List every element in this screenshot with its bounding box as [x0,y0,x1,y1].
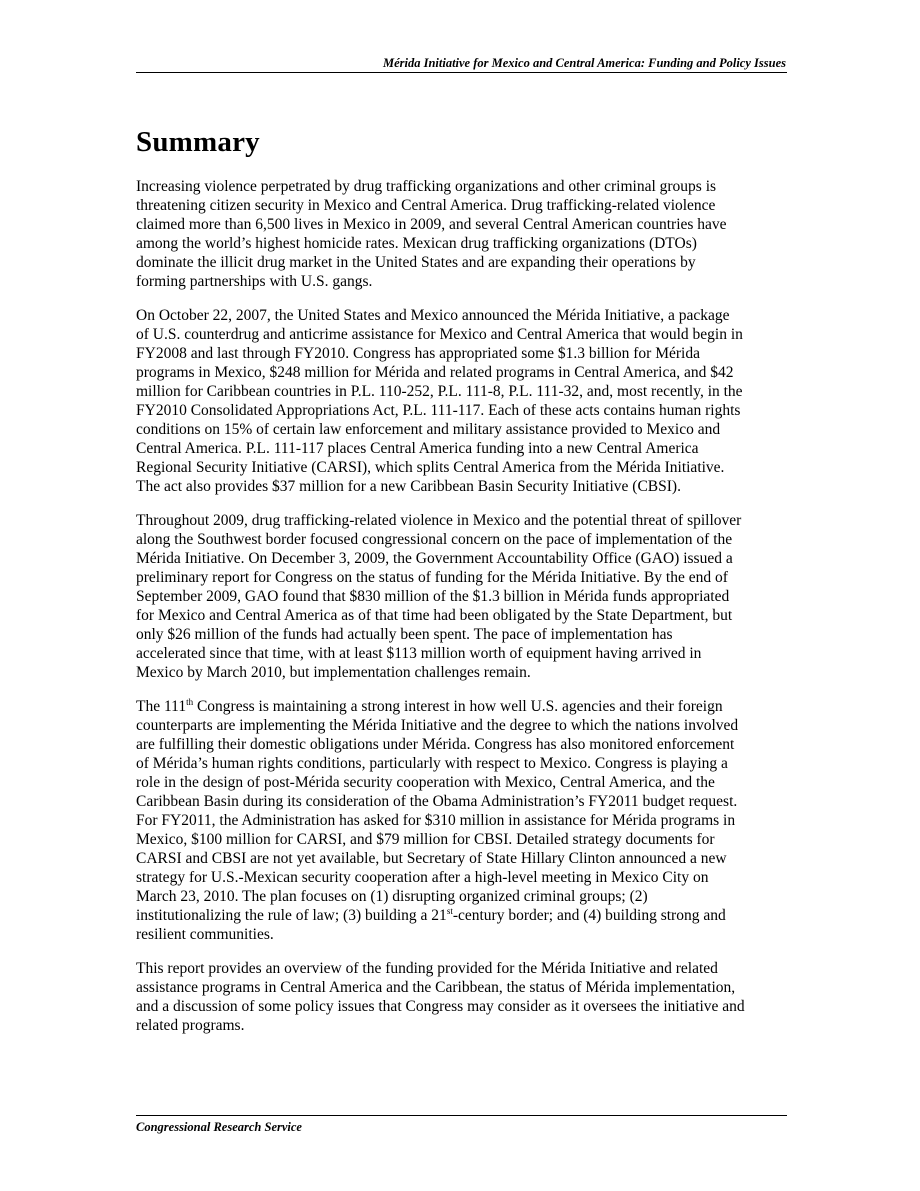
paragraph-2 [136,306,796,496]
text-line: programs in Mexico, $248 million for Mérida and related programs in Central America, and $42 [136,364,734,381]
text-line: The act also provides $37 million for a new Caribbean Basin Security Initiative (CBSI). [136,478,681,495]
text-line: Mexico, $100 million for CARSI, and $79 million for CBSI. Detailed strategy documents for [136,831,715,848]
paragraph-3 [136,511,796,682]
section-title: Summary [136,126,260,158]
text-fragment: Congress is maintaining a strong interest in how well U.S. agencies and their foreign [193,698,723,715]
paragraph-5 [136,959,796,1035]
text-line: accelerated since that time, with at least $113 million worth of equipment having arrived in [136,645,702,662]
text-line: Central America. P.L. 111-117 places Central America funding into a new Central America [136,440,699,457]
text-line: threatening citizen security in Mexico and Central America. Drug trafficking-related violence [136,197,716,214]
footer-rule [136,1115,787,1116]
text-fragment: institutionalizing the rule of law; (3) building a 21 [136,907,447,924]
text-line: dominate the illicit drug market in the United States and are expanding their operations by [136,254,696,271]
text-line: forming partnerships with U.S. gangs. [136,273,373,290]
text-line: Mérida Initiative. On December 3, 2009, the Government Accountability Office (GAO) issued a [136,550,733,567]
text-line: and a discussion of some policy issues that Congress may consider as it oversees the initiative and [136,998,745,1015]
text-line: September 2009, GAO found that $830 million of the $1.3 billion in Mérida funds appropriated [136,588,730,605]
text-fragment: -century border; and (4) building strong and [452,907,726,924]
paragraph-4 [136,697,796,944]
text-line: are fulfilling their domestic obligations under Mérida. Congress has also monitored enforcement [136,736,735,753]
text-line: Increasing violence perpetrated by drug trafficking organizations and other criminal groups is [136,178,717,195]
text-line: only $26 million of the funds had actually been spent. The pace of implementation has [136,626,673,643]
paragraph-1 [136,177,796,291]
text-fragment: The 111 [136,698,187,715]
ordinal-superscript: st [446,906,453,916]
footer-publisher: Congressional Research Service [136,1120,302,1134]
ordinal-superscript: th [186,697,194,707]
text-line: related programs. [136,1017,245,1034]
text-line [136,697,796,716]
text-line: For FY2011, the Administration has asked for $310 million in assistance for Mérida programs in [136,812,736,829]
text-line: claimed more than 6,500 lives in Mexico in 2009, and several Central American countries have [136,216,727,233]
text-line: FY2008 and last through FY2010. Congress has appropriated some $1.3 billion for Mérida [136,345,700,362]
text-line: of U.S. counterdrug and anticrime assistance for Mexico and Central America that would begin in [136,326,743,343]
running-header: Mérida Initiative for Mexico and Central America: Funding and Policy Issues [382,56,786,70]
header-rule [136,72,787,73]
text-line: among the world’s highest homicide rates. Mexican drug trafficking organizations (DTOs) [136,235,697,252]
text-line: strategy for U.S.-Mexican security cooperation after a high-level meeting in Mexico City on [136,869,709,886]
text-line: Throughout 2009, drug trafficking-related violence in Mexico and the potential threat of spillover [136,512,742,529]
text-line: This report provides an overview of the funding provided for the Mérida Initiative and related [136,960,718,977]
text-line: On October 22, 2007, the United States and Mexico announced the Mérida Initiative, a package [136,307,730,324]
text-line: of Mérida’s human rights conditions, particularly with respect to Mexico. Congress is playing a [136,755,728,772]
text-line: Regional Security Initiative (CARSI), which splits Central America from the Mérida Initiative. [136,459,725,476]
text-line: Caribbean Basin during its consideration of the Obama Administration’s FY2011 budget request. [136,793,738,810]
text-line: March 23, 2010. The plan focuses on (1) disrupting organized criminal groups; (2) [136,888,648,905]
text-line: for Mexico and Central America as of that time had been obligated by the State Department, but [136,607,733,624]
text-line: assistance programs in Central America and the Caribbean, the status of Mérida implementation, [136,979,736,996]
text-line: counterparts are implementing the Mérida Initiative and the degree to which the nations involved [136,717,739,734]
text-line: resilient communities. [136,926,274,943]
text-line: along the Southwest border focused congressional concern on the pace of implementation of the [136,531,733,548]
text-line: Mexico by March 2010, but implementation challenges remain. [136,664,531,681]
text-line: million for Caribbean countries in P.L. 110-252, P.L. 111-8, P.L. 111-32, and, most recently, in the [136,383,743,400]
text-line: conditions on 15% of certain law enforcement and military assistance provided to Mexico and [136,421,721,438]
text-line: FY2010 Consolidated Appropriations Act, P.L. 111-117. Each of these acts contains human rights [136,402,741,419]
text-line: CARSI and CBSI are not yet available, but Secretary of State Hillary Clinton announced a new [136,850,727,867]
text-line: preliminary report for Congress on the status of funding for the Mérida Initiative. By the end of [136,569,728,586]
summary-body [136,177,796,1050]
text-line [136,906,796,925]
text-line: role in the design of post-Mérida security cooperation with Mexico, Central America, and the [136,774,715,791]
